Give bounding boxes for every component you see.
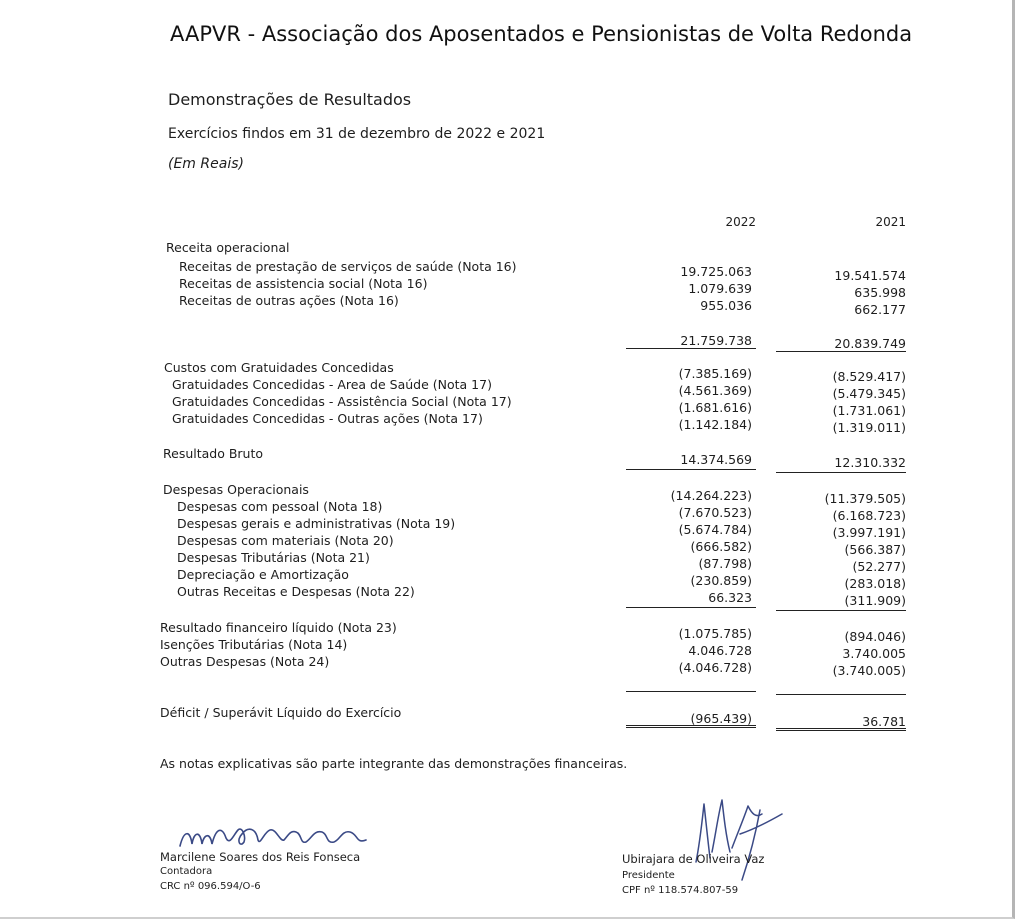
row-label: Receitas de prestação de serviços de saúde (Nota 16) <box>179 259 517 274</box>
table-row <box>0 499 1012 523</box>
value-2022: (4.046.728) <box>678 660 752 675</box>
value-2021: (894.046) <box>844 629 906 644</box>
value-2021: 3.740.005 <box>842 646 906 661</box>
value-2021: (566.387) <box>844 542 906 557</box>
value-2022: 66.323 <box>708 590 752 605</box>
row-label: Outras Despesas (Nota 24) <box>160 654 330 669</box>
row-label: Despesas Operacionais <box>163 482 309 497</box>
table-row <box>0 620 1012 644</box>
value-2022: (14.264.223) <box>670 488 752 503</box>
value-2022: 955.036 <box>700 298 752 313</box>
table-row <box>0 411 1012 435</box>
value-2021: (3.740.005) <box>832 663 906 678</box>
value-2022: (7.385.169) <box>678 366 752 381</box>
value-2022: (666.582) <box>690 539 752 554</box>
underline-2021 <box>776 472 906 473</box>
table-row <box>0 360 1012 384</box>
table-row <box>0 377 1012 401</box>
value-2021: (3.997.191) <box>832 525 906 540</box>
value-2022: 19.725.063 <box>680 264 752 279</box>
row-label: Depreciação e Amortização <box>177 567 349 582</box>
value-2022: (5.674.784) <box>678 522 752 537</box>
value-2022: (7.670.523) <box>678 505 752 520</box>
row-label: Despesas com pessoal (Nota 18) <box>177 499 383 514</box>
table-row <box>0 516 1012 540</box>
row-label: Gratuidades Concedidas - Outras ações (Nota 17) <box>172 411 483 426</box>
signatory-role-left: Contadora <box>160 866 213 877</box>
statement-period: Exercícios findos em 31 de dezembro de 2022 e 2021 <box>168 126 546 142</box>
value-2021: (1.319.011) <box>832 420 906 435</box>
row-label: Despesas Tributárias (Nota 21) <box>177 550 370 565</box>
signatory-id-left: CRC nº 096.594/O-6 <box>160 881 261 892</box>
signatory-name-left: Marcilene Soares dos Reis Fonseca <box>160 850 361 864</box>
table-row <box>0 394 1012 418</box>
value-2021: (6.168.723) <box>832 508 906 523</box>
value-2021: 635.998 <box>854 285 906 300</box>
footnote: As notas explicativas são parte integrante das demonstrações financeiras. <box>160 756 628 771</box>
underline-2022 <box>626 691 756 692</box>
row-label: Custos com Gratuidades Concedidas <box>164 360 394 375</box>
double-underline-2022 <box>626 725 756 728</box>
value-2021: (8.529.417) <box>832 369 906 384</box>
handwritten-signature-right <box>682 792 792 882</box>
table-row <box>0 446 1012 470</box>
table-row <box>0 584 1012 608</box>
value-2021: (52.277) <box>852 559 906 574</box>
row-label: Isenções Tributárias (Nota 14) <box>160 637 348 652</box>
value-2021: (311.909) <box>844 593 906 608</box>
value-2021: (5.479.345) <box>832 386 906 401</box>
row-label: Despesas com materiais (Nota 20) <box>177 533 394 548</box>
subtotal-2022: 21.759.738 <box>680 333 752 348</box>
table-row <box>0 276 1012 300</box>
value-2021: (283.018) <box>844 576 906 591</box>
table-row <box>0 240 1012 257</box>
row-label: Receitas de outras ações (Nota 16) <box>179 293 399 308</box>
row-label: Gratuidades Concedidas - Assistência Social (Nota 17) <box>172 394 512 409</box>
net-result-row <box>0 705 1012 729</box>
row-label: Receitas de assistencia social (Nota 16) <box>179 276 428 291</box>
underline-2022 <box>626 607 756 608</box>
column-header-2021: 2021 <box>875 215 906 229</box>
value-2022: (1.681.616) <box>678 400 752 415</box>
underline-2021 <box>776 694 906 695</box>
signatory-role-right: Presidente <box>622 870 675 881</box>
value-2021: 12.310.332 <box>834 455 906 470</box>
handwritten-signature-left <box>176 816 376 854</box>
value-2022: (1.075.785) <box>678 626 752 641</box>
table-row <box>0 293 1012 317</box>
value-2022: (87.798) <box>698 556 752 571</box>
underline-2022 <box>626 348 756 349</box>
currency-note: (Em Reais) <box>168 156 244 172</box>
value-2022: (1.142.184) <box>678 417 752 432</box>
subtotal-2021: 20.839.749 <box>834 336 906 351</box>
row-label: Gratuidades Concedidas - Area de Saúde (Nota 17) <box>172 377 492 392</box>
table-row <box>0 637 1012 661</box>
value-2021: 19.541.574 <box>834 268 906 283</box>
value-2021: 662.177 <box>854 302 906 317</box>
value-2022: 4.046.728 <box>688 643 752 658</box>
underline-2021 <box>776 610 906 611</box>
underline-2022 <box>626 469 756 470</box>
value-2022: (230.859) <box>690 573 752 588</box>
underline-2021 <box>776 351 906 352</box>
value-2022: (4.561.369) <box>678 383 752 398</box>
value-2022: 14.374.569 <box>680 452 752 467</box>
table-row <box>0 654 1012 678</box>
table-row <box>0 550 1012 574</box>
statement-subtitle: Demonstrações de Resultados <box>168 90 412 109</box>
row-label: Receita operacional <box>166 240 290 255</box>
value-2022: 1.079.639 <box>688 281 752 296</box>
table-row <box>0 533 1012 557</box>
row-label: Outras Receitas e Despesas (Nota 22) <box>177 584 415 599</box>
row-label: Déficit / Superávit Líquido do Exercício <box>160 705 402 720</box>
value-2021: 36.781 <box>862 714 906 729</box>
document-title: AAPVR - Associação dos Aposentados e Pensionistas de Volta Redonda <box>170 22 913 46</box>
row-label: Resultado financeiro líquido (Nota 23) <box>160 620 397 635</box>
subtotal-row <box>0 331 1012 351</box>
column-header-2022: 2022 <box>725 215 756 229</box>
value-2021: (1.731.061) <box>832 403 906 418</box>
row-label: Resultado Bruto <box>163 446 264 461</box>
table-row <box>0 259 1012 283</box>
double-underline-2021 <box>776 728 906 731</box>
value-2022: (965.439) <box>690 711 752 726</box>
signatory-id-right: CPF nº 118.574.807-59 <box>622 885 739 896</box>
value-2021: (11.379.505) <box>824 491 906 506</box>
table-row <box>0 567 1012 591</box>
signatory-name-right: Ubirajara de Oliveira Vaz <box>622 852 765 866</box>
row-label: Despesas gerais e administrativas (Nota 19) <box>177 516 456 531</box>
table-row <box>0 482 1012 506</box>
